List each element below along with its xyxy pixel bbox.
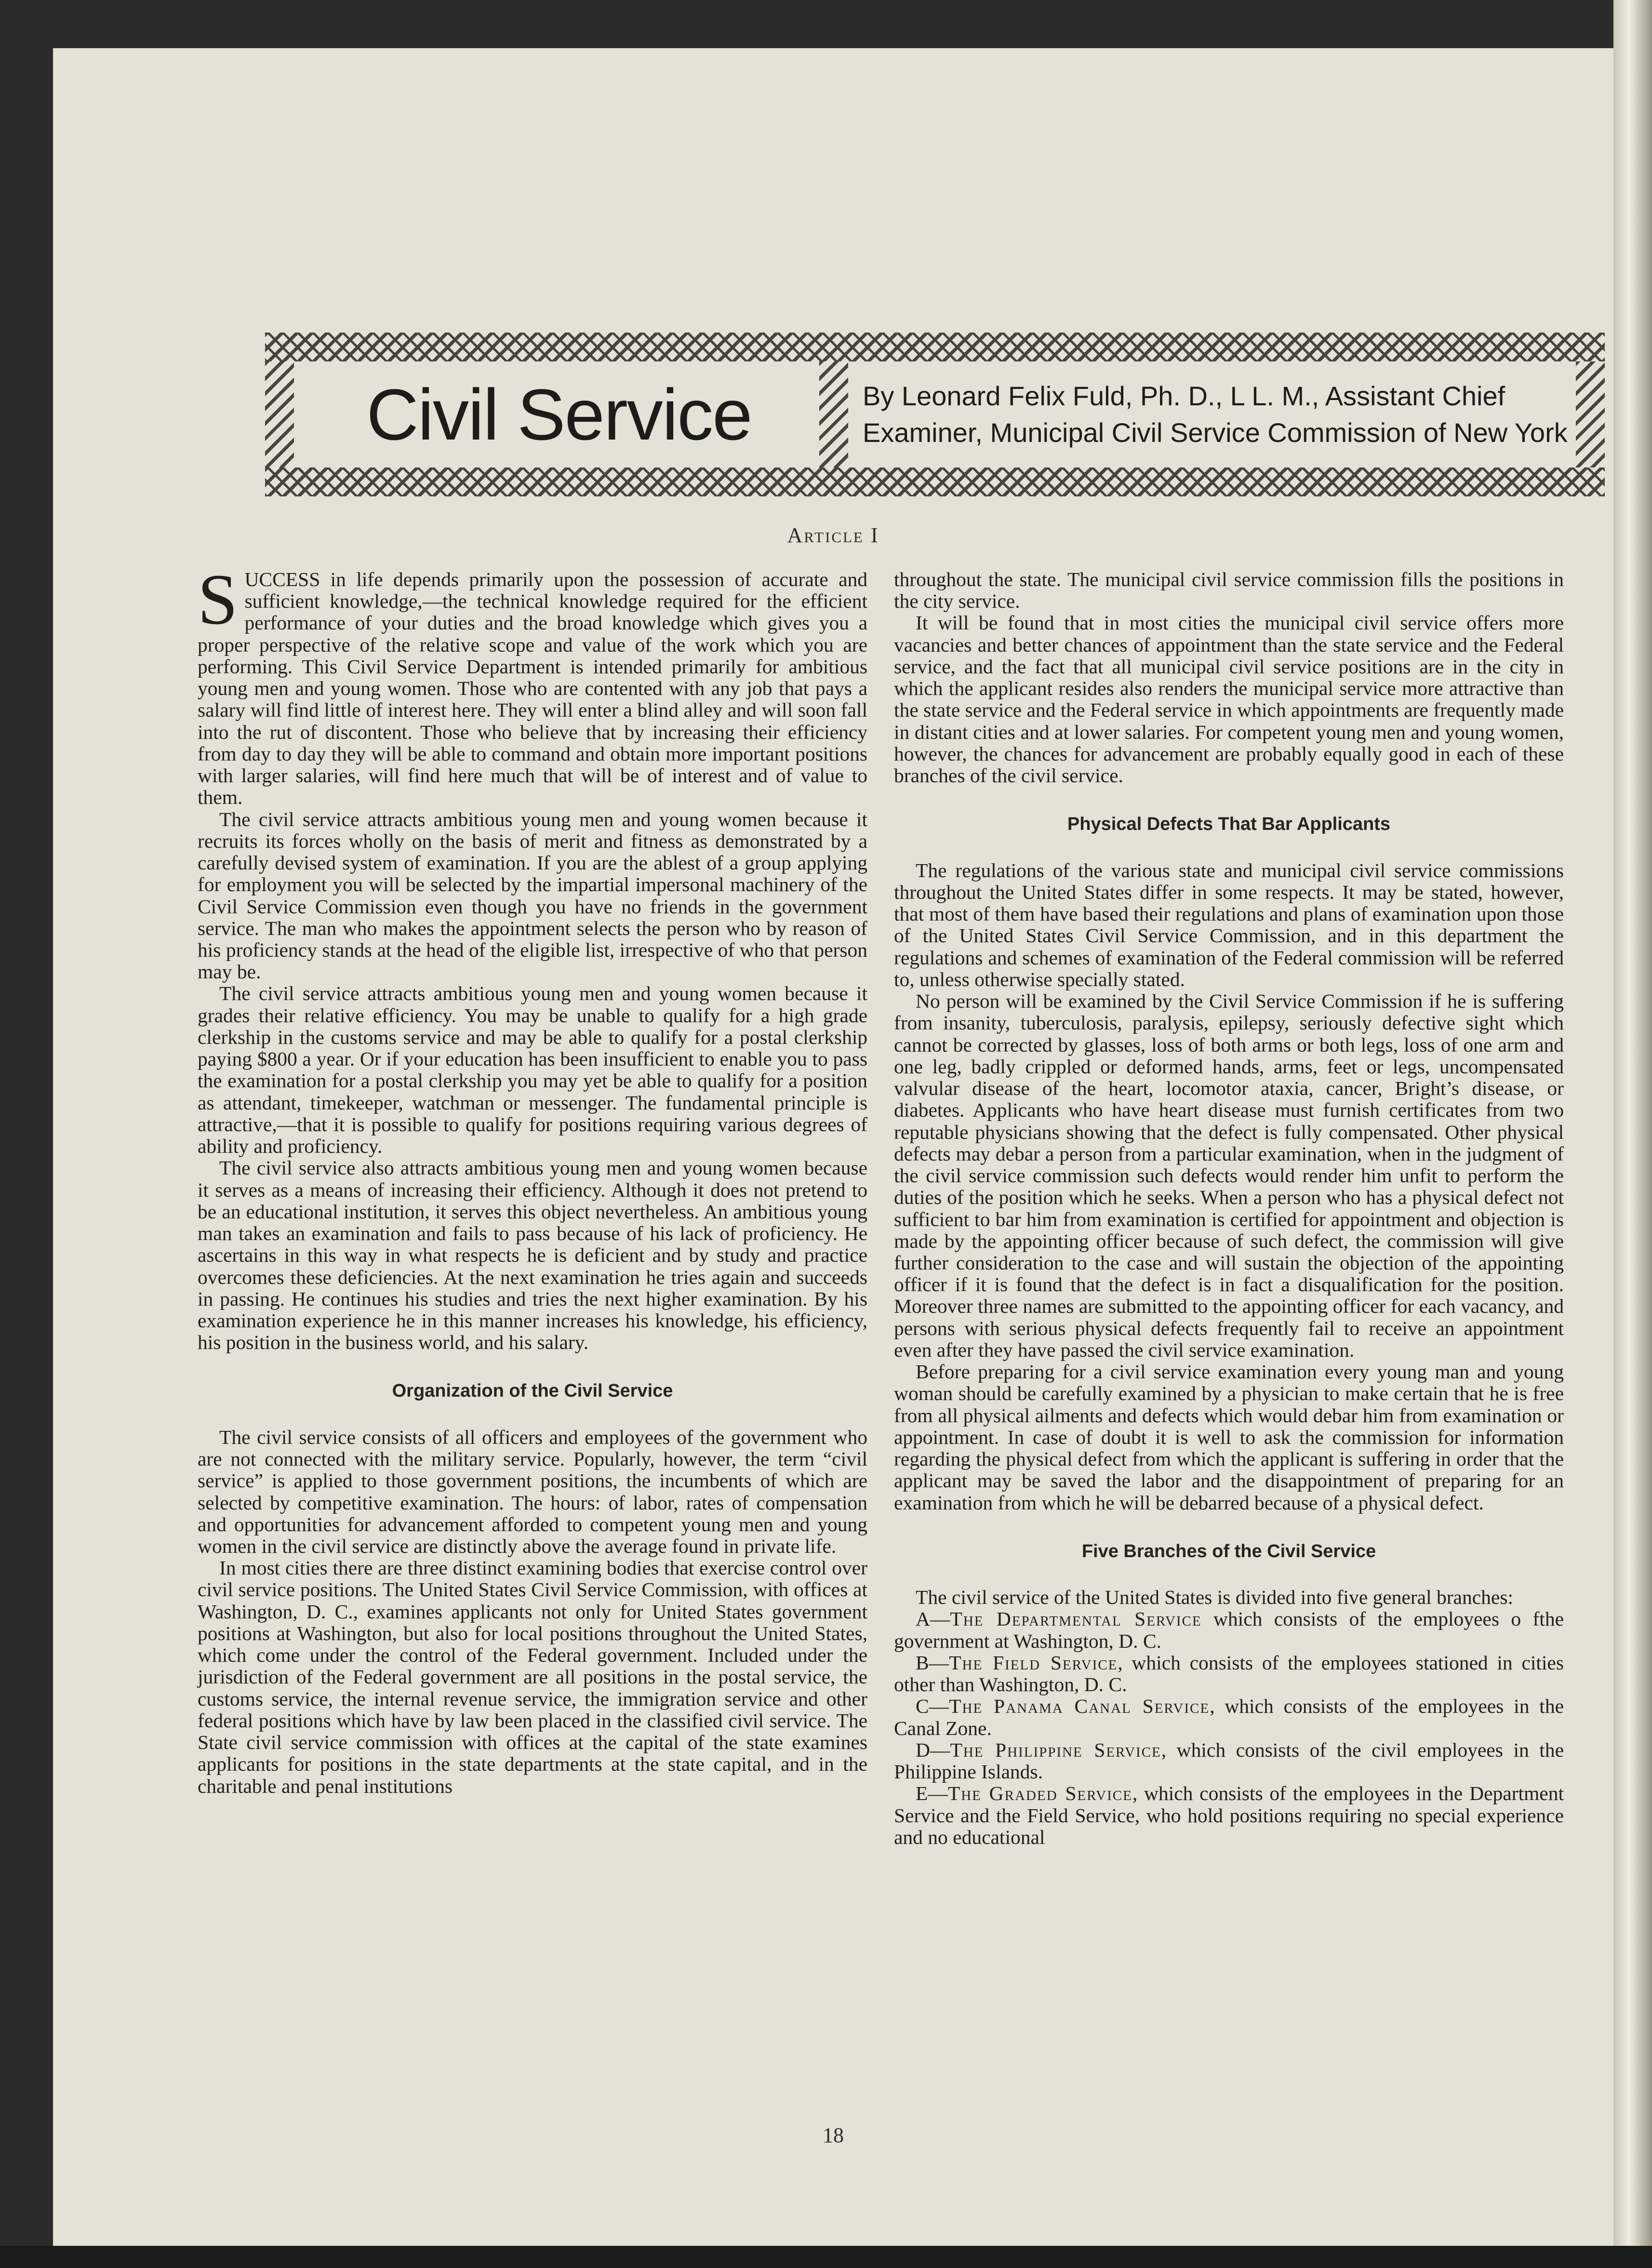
- scan-bottom-border: [0, 2246, 1652, 2268]
- paragraph: The civil service attracts ambitious young men and young women because it recruits its forces wholly on the basis of merit and fitness as demonstrated by a carefully devised system of examination. If you are the ablest of a group applying for employment you will be selected by the impartial impersonal machinery of the Civil Service Commission even though you have no friends in the government service. The man who makes the appointment selects the person who by reason of his proficiency stands at the head of the eligible list, irrespective of who that person may be.: [198, 808, 867, 983]
- paragraph: The civil service consists of all officers and employees of the government who are not connected with the military service. Popularly, however, the term “civil service” is applied to those government positions, the incumbents of which are selected by competitive examination. The hours: of labor, rates of compensation and opportunities for advancement afforded to competent young men and young women in the civil service are distinctly above the average found in private life.: [198, 1426, 867, 1558]
- branch-item: E—The Graded Service, which consists of the employees in the Department Service and the Field Service, who hold positions requiring no special experience and no educational: [894, 1782, 1564, 1848]
- paragraph: Before preparing for a civil service examination every young man and young woman should be carefully examined by a physician to make certain that he is free from all physical ailments and defects which would debar him from examination or appointment. In case of doubt it is well to ask the commission for information regarding the physical defect from which the applicant is suffering in order that the applicant may be saved the labor and the disappointment of preparing for an examination from which he will be debarred because of a physical defect.: [894, 1361, 1564, 1514]
- next-page-edge: [1613, 0, 1652, 2268]
- paragraph: The civil service also attracts ambitious young men and young women because it serves as a means of increasing their efficiency. Although it does not pretend to be an educational institution, it serves this object nevertheless. An ambitious young man takes an examination and fails to pass because of his lack of proficiency. He ascertains in this way in what respects he is deficient and by study and practice overcomes these deficiencies. At the next examination he tries again and succeeds in passing. He continues his studies and tries the next higher examination. By his examination experience he in this manner increases his knowledge, his efficiency, his position in the business world, and his salary.: [198, 1157, 867, 1354]
- scan-top-border: [0, 0, 1652, 48]
- section-title: Civil Service: [366, 374, 752, 455]
- left-column: [198, 560, 867, 1797]
- paragraph: The civil service of the United States is divided into five general branches:: [916, 1586, 1513, 1609]
- paragraph: No person will be examined by the Civil Service Commission if he is suffering from insanity, tuberculosis, paralysis, epilepsy, seriously defective sight which cannot be corrected by glasses, loss of both arms or both legs, loss of one arm and one leg, badly crippled or deformed hands, arms, feet or legs, uncompensated valvular disease of the heart, locomotor ataxia, cancer, Bright’s disease, or diabetes. Applicants who have heart disease must furnish certificates from two reputable physicians showing that the defect is fully compensated. Other physical defects may debar a person from a particular examination, when in the judgment of the civil service commission such defects would render him unfit to perform the duties of the position which he seeks. When a person who has a physical defect not sufficient to bar him from examination is certified for appointment and objection is made by the appointing officer because of such defect, the commission will give further consideration to the case and will sustain the objection of the appointing officer if it is found that the defect is in fact a disqualification for the position. Moreover three names are submitted to the appointing officer for each vacancy, and persons with serious physical defects frequently fail to receive an appointment even after they have passed the civil service examination.: [894, 990, 1564, 1361]
- drop-cap: S: [198, 560, 238, 640]
- ornamental-border-top: [265, 333, 1605, 361]
- paragraph: It will be found that in most cities the municipal civil service offers more vacancies and better chances of appointment than the state service and the Federal service, and the fact that all municipal civil service positions are in the city in which the applicant resides also renders the municipal service more attractive than the state service and the Federal service in which appointments are frequently made in distant cities and at lower salaries. For competent young men and young women, however, the chances for advancement are probably equally good in each of these branches of the civil service.: [894, 612, 1564, 787]
- branch-item: D—The Philippine Service, which consists of the civil employees in the Philippine Islands.: [894, 1738, 1564, 1783]
- paragraph: In most cities there are three distinct examining bodies that exercise control over civil service positions. The United States Civil Service Commission, with offices at Washington, D. C., examines applicants not only for United States government positions at Washington, but also for local positions throughout the United States, which come under the control of the Federal government. Included under the jurisdiction of the Federal government are all positions in the postal service, the customs service, the internal revenue service, the immigration service and other federal positions which have by law been placed in the classified civil service. The State civil service commission with offices at the capital of the state examines applicants for positions in the state departments at the state capital, and in the charitable and penal institutions: [198, 1557, 867, 1797]
- ornamental-border-right: [1576, 361, 1605, 467]
- branch-item: B—The Field Service, which consists of the employees stationed in cities other than Washington, D. C.: [894, 1651, 1564, 1696]
- byline-line-2: Examiner, Municipal Civil Service Commission of New York: [863, 417, 1568, 448]
- page-number: 18: [823, 2123, 844, 2147]
- ornamental-border-left: [265, 361, 294, 467]
- branch-item: C—The Panama Canal Service, which consists of the employees in the Canal Zone.: [894, 1695, 1564, 1739]
- ornamental-border-bottom: [265, 467, 1605, 496]
- paragraph: throughout the state. The municipal civil service commission fills the positions in the city service.: [894, 568, 1564, 613]
- paragraph: The civil service attracts ambitious young men and young women because it grades their relative efficiency. You may be unable to qualify for a high grade clerkship in the customs service and may be able to qualify for a postal clerkship paying $800 a year. Or if your education has been insufficient to enable you to pass the examination for a postal clerkship you may yet be able to qualify for a position as attendant, timekeeper, watchman or messenger. The fundamental principle is attractive,—that it is possible to qualify for positions requiring various degrees of ability and proficiency.: [198, 982, 867, 1158]
- magazine-page: [53, 48, 1613, 2246]
- section-header: [265, 333, 1605, 496]
- paragraph: SUCCESS in life depends primarily upon the possession of accurate and sufficient knowledge,—the technical knowledge required for the efficient performance of your duties and the broad knowledge which gives you a proper perspective of the relative scope and value of the work which you are performing. This Civil Service Department is intended primarily for ambitious young men and young women. Those who are contented with any job that pays a salary will find little of interest here. They will enter a blind alley and will soon fall into the rut of discontent. Those who believe that by increasing their efficiency from day to day they will be able to command and obtain more important positions with larger salaries, will find here much that will be of interest and of value to them.: [198, 560, 867, 809]
- right-column: [894, 569, 1564, 1848]
- branch-item: A—The Departmental Service which consists of the employees o fthe government at Washington, D. C.: [894, 1608, 1564, 1652]
- article-label: Article I: [787, 523, 879, 547]
- byline-line-1: By Leonard Felix Fuld, Ph. D., L L. M., Assistant Chief: [863, 381, 1505, 412]
- author-byline: [863, 361, 1576, 467]
- subheading: Organization of the Civil Service: [392, 1381, 673, 1401]
- paragraph: The regulations of the various state and municipal civil service commissions throughout the United States differ in some respects. It may be stated, however, that most of them have based their regulations and plans of examination upon those of the United States Civil Service Commission, and in this department the regulations and schemes of examination of the Federal commission will be referred to, unless otherwise specially stated.: [894, 859, 1564, 990]
- subheading: Five Branches of the Civil Service: [1081, 1541, 1376, 1561]
- subheading: Physical Defects That Bar Applicants: [1067, 814, 1391, 835]
- ornamental-divider: [819, 361, 848, 467]
